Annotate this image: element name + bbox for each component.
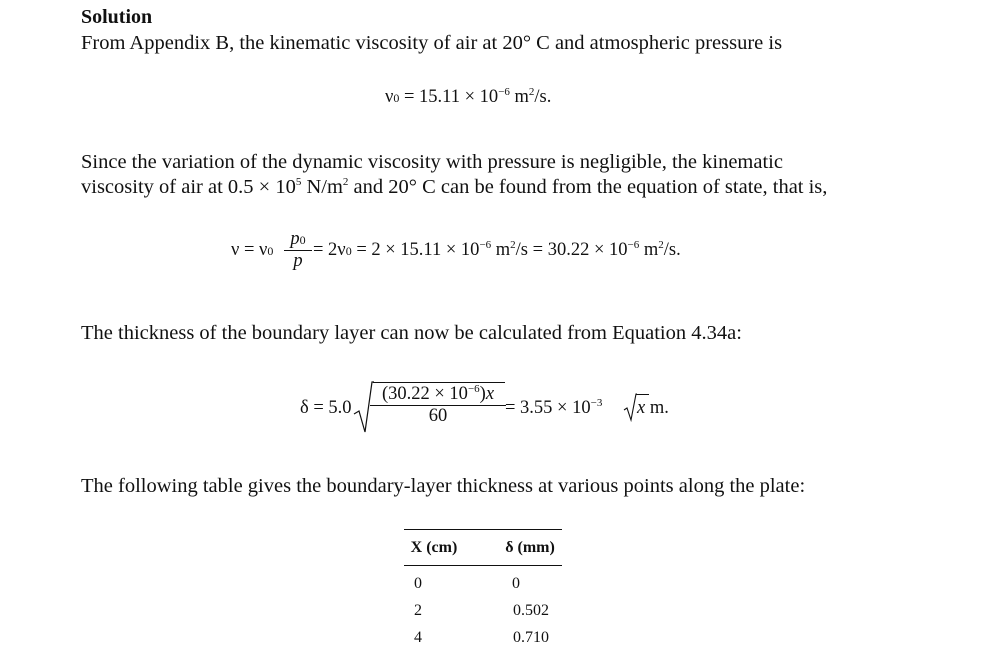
eq3-num-b: ) <box>479 384 486 404</box>
eq3-num-var: x <box>485 384 495 404</box>
eq3-denominator: 60 <box>428 406 448 426</box>
table-header-rule <box>404 565 562 566</box>
table-cell-delta: 0.710 <box>513 629 549 646</box>
p2-line2-b: N/m <box>301 176 343 198</box>
table-cell-x: 0 <box>414 575 422 592</box>
eq2-exp4: 2 <box>658 238 664 251</box>
p2-line2 <box>81 175 827 200</box>
eq3-numerator <box>370 384 506 405</box>
eq2-rhs-d: /s = 30.22 × 10 <box>515 240 628 260</box>
table-cell-delta: 0 <box>512 575 520 592</box>
eq1-exp2: 2 <box>528 85 535 98</box>
eq2-lhs: ν = ν <box>231 240 268 260</box>
eq1-rest-b: m <box>509 87 529 107</box>
eq3-rhs-a: = 3.55 × 10 <box>505 398 591 418</box>
eq1-rest-a: = 15.11 × 10 <box>399 87 499 107</box>
eq2-exp1: −6 <box>479 238 492 251</box>
table-cell-delta: 0.502 <box>513 602 549 619</box>
table-cell-x: 2 <box>414 602 422 619</box>
equation-delta-rhs <box>505 398 602 419</box>
eq2-numerator <box>284 229 312 250</box>
eq2-num-sub: 0 <box>299 233 306 247</box>
paragraph-equation-of-state <box>81 150 827 200</box>
p2-line1: Since the variation of the dynamic viscosity with pressure is negligible, the kinematic <box>81 151 783 173</box>
paragraph-table-intro: The following table gives the boundary-layer thickness at various points along the plate: <box>81 475 806 497</box>
eq2-exp3: −6 <box>627 238 640 251</box>
equation-delta-lhs: δ = 5.0 <box>300 398 352 418</box>
p2-line2-exp1: 5 <box>295 176 302 189</box>
p2-line2-a: viscosity of air at 0.5 × 10 <box>81 176 296 198</box>
eq1-exp: −6 <box>498 85 510 98</box>
eq2-denominator: p <box>293 251 303 271</box>
equation-nu-lhs <box>231 240 273 261</box>
paragraph-boundary-layer: The thickness of the boundary layer can now be calculated from Equation 4.34a: <box>81 322 742 344</box>
eq3-rhs-var: x <box>637 398 646 418</box>
equation-delta-fraction <box>370 384 506 427</box>
eq1-rest-c: /s. <box>534 87 552 107</box>
equation-nu0 <box>385 87 551 108</box>
eq3-rhs-b: m. <box>645 398 669 418</box>
equation-delta-rhs-tail <box>637 398 669 419</box>
p2-line2-exp2: 2 <box>342 176 349 189</box>
equation-nu-fraction <box>284 229 312 272</box>
equation-nu-rhs <box>313 240 681 261</box>
table-cell-x: 4 <box>414 629 422 646</box>
eq1-symbol: ν <box>385 87 394 107</box>
eq2-rhs-e: m <box>639 240 659 260</box>
eq2-rhs-c: m <box>491 240 511 260</box>
eq2-exp2: 2 <box>510 238 516 251</box>
table-top-rule <box>404 529 562 530</box>
p2-line2-c: and 20° C can be found from the equation of state, that is, <box>348 176 828 198</box>
eq2-rhs-f: /s. <box>663 240 681 260</box>
eq2-rhs-b: = 2 × 15.11 × 10 <box>351 240 480 260</box>
eq2-num-p: p <box>290 229 300 249</box>
sqrt-small-overbar <box>636 394 649 395</box>
eq3-rhs-exp: −3 <box>590 396 603 409</box>
eq2-rhs-sub: 0 <box>345 244 352 258</box>
eq2-lhs-sub: 0 <box>267 244 274 258</box>
table-header-delta: δ (mm) <box>505 539 555 556</box>
sqrt-overbar <box>373 382 505 383</box>
sqrt-sign-small-icon <box>623 392 637 422</box>
table-header-x: X (cm) <box>410 539 458 556</box>
paragraph-appendix: From Appendix B, the kinematic viscosity of air at 20° C and atmospheric pressure is <box>81 32 783 54</box>
eq2-rhs-a: = 2ν <box>313 240 346 260</box>
eq3-num-exp: −6 <box>467 382 480 395</box>
eq3-num-a: (30.22 × 10 <box>381 384 468 404</box>
solution-heading: Solution <box>81 6 153 28</box>
eq1-sub: 0 <box>393 91 400 105</box>
